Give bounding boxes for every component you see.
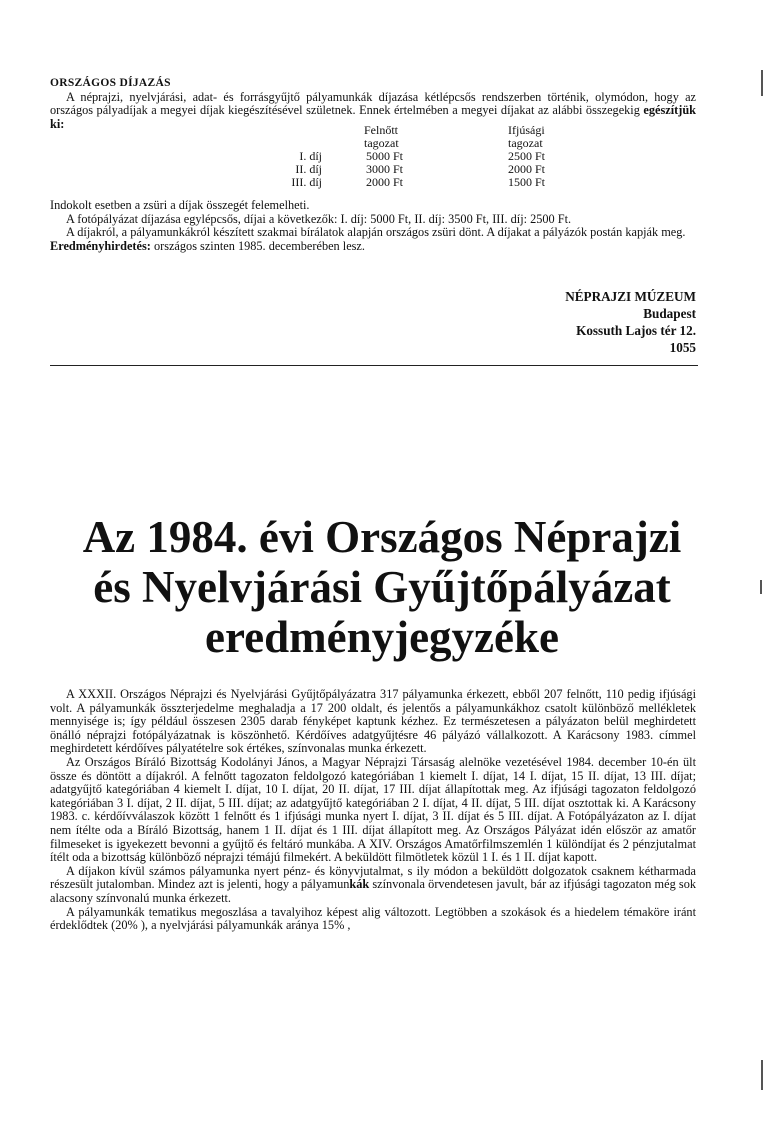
body-paragraph-4: A pályamunkák tematikus megoszlása a tavalyihoz képest alig változott. Legtöbben a szokások és a hiedelem témaköre iránt érdeklődtek (20% ), a nyelvjárási pályamunkák aránya 15% ,: [50, 904, 696, 933]
prize-youth-value: 1500 Ft: [508, 175, 546, 189]
title-line-3: eredményjegyzéke: [204, 612, 560, 662]
prize-adult-value: 3000 Ft: [366, 162, 404, 176]
museum-name: NÉPRAJZI MÚZEUM: [565, 289, 696, 304]
prize-label: III. díj: [291, 175, 322, 189]
prize-table: [230, 124, 618, 189]
decision-paragraph: A díjakról, a pályamunkákról készített szakmai bírálatok alapján országos zsüri dönt. A díjakat a pályázók postán kapják meg.: [66, 225, 686, 240]
body-paragraph-3: [50, 865, 696, 906]
museum-city: Budapest: [643, 306, 696, 321]
museum-street: Kossuth Lajos tér 12.: [576, 323, 696, 338]
section-kicker: ORSZÁGOS DÍJAZÁS: [50, 77, 171, 89]
intro-text: A néprajzi, nyelvjárási, adat- és forrásgyűjtő pályamunkák díjazása kétlépcsős rendszerben történik, olymódon, hogy az országos pályadíjak a megyei díjak kiegészítésével születnek. Ennek értelmében a megyei díjakat az alábbi összegekig: [50, 89, 696, 118]
col-header-adult-1: Felnőtt: [364, 123, 399, 137]
prize-adult-value: 5000 Ft: [366, 149, 404, 163]
body-paragraph-1: A XXXII. Országos Néprajzi és Nyelvjárási Gyűjtőpályázatra 317 pályamunka érkezett, ebből 207 felnőtt, 110 pedig ifjúsági volt. A pályamunkák összterjedelme meghaladja a 17 200 oldalt, és jelentős a pályamunkákhoz csatolt különböző mellékletek mennyisége is; így például összesen 2305 darab fényképet kaptunk kézhez. Ez természetesen a pályázaton belül meghirdetett önálló néprajzi fotópályázatnak is köszönhető. Kérdőíves adatgyűjtésre 46 pályázó vállalkozott. A Karácsony 1983. címmel meghirdetett kérdőíves pályatételre sok értékes, színvonalas munka érkezett.: [50, 687, 696, 756]
article-title: [0, 512, 764, 662]
prize-youth-value: 2000 Ft: [508, 162, 546, 176]
announcement-continued: [50, 199, 696, 253]
museum-address: [565, 288, 696, 356]
body-paragraph-3-rest: színvonala örvendetesen javult, bár az ifjúsági tagozaton még sok alacsony színvonalú munka érkezett.: [50, 877, 696, 905]
title-line-1: Az 1984. évi Országos Néprajzi: [82, 512, 682, 562]
scan-edge-mark: [760, 580, 762, 594]
body-paragraph-3-bold: kák: [349, 877, 370, 892]
result-text: országos szinten 1985. decemberében lesz.: [150, 238, 365, 253]
col-header-youth-2: tagozat: [508, 136, 543, 150]
jury-paragraph: Indokolt esetben a zsüri a díjak összegét felemelheti.: [50, 198, 310, 212]
article-body: [50, 688, 696, 933]
scan-edge-mark: [761, 1060, 763, 1090]
body-paragraph-3-text: A díjakon kívül számos pályamunka nyert pénz- és könyvjutalmat, s ily módon a beküldött dolgozatok csaknem kétharmada részesült jutalomban. Mindez azt is jelenti, hogy a pályamun: [50, 863, 696, 892]
prize-table-header-row-1: [230, 124, 618, 137]
prize-table-row: [230, 163, 618, 176]
museum-zip: 1055: [669, 340, 696, 355]
photo-prize-paragraph: A fotópályázat díjazása egylépcsős, díjai a következők: I. díj: 5000 Ft, II. díj: 3500 Ft, III. díj: 2500 Ft.: [66, 211, 572, 226]
prize-table-header-row-2: [230, 137, 618, 150]
section-divider: [50, 365, 698, 366]
prize-youth-value: 2500 Ft: [508, 149, 546, 163]
result-label: Eredményhirdetés:: [50, 238, 151, 253]
result-paragraph: [50, 240, 696, 254]
prize-label: II. díj: [295, 162, 322, 176]
scan-edge-mark: [761, 70, 763, 96]
prize-label: I. díj: [299, 149, 322, 163]
col-header-youth-1: Ifjúsági: [508, 123, 545, 137]
prize-adult-value: 2000 Ft: [366, 175, 404, 189]
intro-bold-text: egészítjük ki:: [50, 103, 696, 131]
prize-table-row: [230, 176, 618, 189]
body-paragraph-2: Az Országos Bíráló Bizottság Kodolányi János, a Magyar Néprajzi Társaság alelnöke vezetésével 1984. december 10-én ült össze és döntött a díjakról. A felnőtt tagozaton feldolgozó kategóriában 1 kiemelt I. díjat, 14 I. díjat, 15 II. díjat, 13 III. díjat; adatgyűjtő kategóriában 4 kiemelt I. díjat, 10 I. díjat, 20 II. díjat, 17 III. díjat állapítottak meg. Az ifjúsági tagozaton feldolgozó kategóriában 3 I. díjat, 2 II. díjat, 5 III. díjat; az adatgyűjtő kategóriában 2 I. díjat, 4 II. díjat, 5 III. díjat osztottak ki. A Karácsony 1983. c. kérdőívválaszok között 1 felnőtt és 1 ifjúsági munka nyert I. díjat, 3 II. díjat és 5 III. díjat. A Fotópályázaton az I. díjat nem ítélte oda a Bíráló Bizottság, hanem 1 II. díjat és 1 III. díjat állapított meg. Az Országos Pályázat idén először az amatőr filmeseket is igyekezett bevonni a gyűjtő és feltáró munkába. A XIV. Országos Amatőrfilmszemlén 1 különdíjat és 2 pénzjutalmat ítélt oda a bizottság különböző néprajzi témájú filmekért. A beküldött filmötletek közül 1 I. és 1 II. díjat kapott.: [50, 754, 696, 865]
title-line-2: és Nyelvjárási Gyűjtőpályázat: [93, 562, 671, 612]
col-header-adult-2: tagozat: [364, 136, 399, 150]
prize-table-row: [230, 150, 618, 163]
